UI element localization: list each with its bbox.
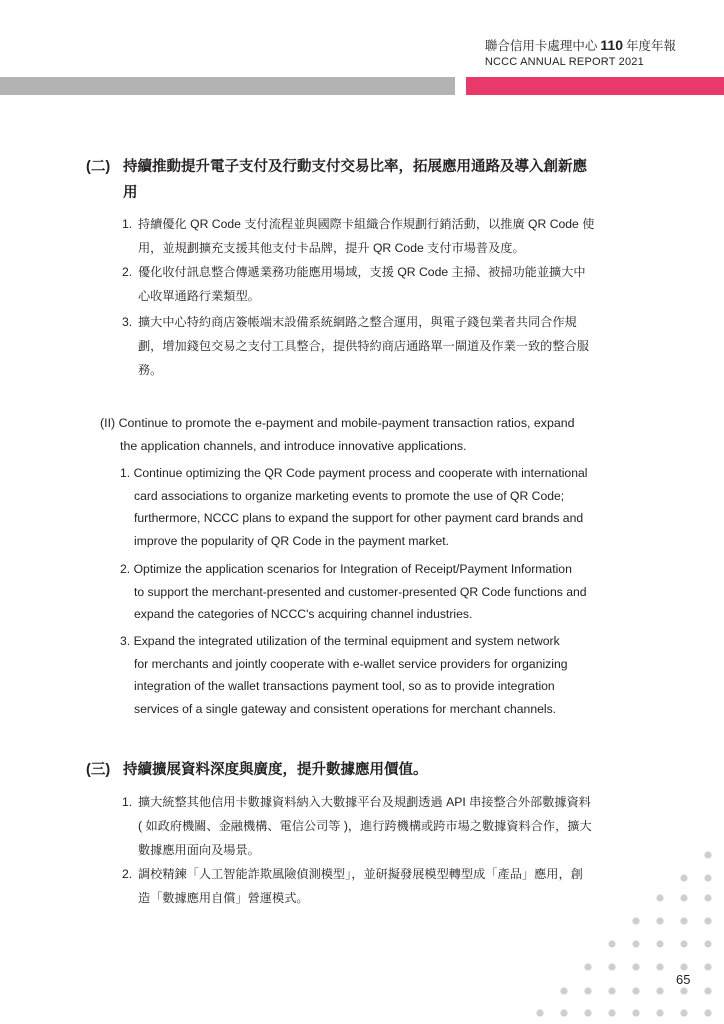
item-text: 造「數據應用自償」營運模式。 (138, 891, 309, 905)
decorative-dot (632, 963, 639, 970)
item-text: 數據應用面向及場景。 (138, 843, 260, 857)
item-text: expand the categories of NCCC's acquiring channel industries. (134, 607, 473, 621)
decorative-dot (656, 940, 663, 947)
decorative-dot (656, 963, 663, 970)
decorative-dot (632, 987, 639, 994)
section-2-en-title-line1: Continue to promote the e-payment and mobile-payment transaction ratios, expand (118, 416, 575, 430)
section-2-zh-item (122, 212, 640, 260)
section-2-en-label: (II) (100, 416, 116, 430)
item-text: to support the merchant-presented and customer-presented QR Code functions and (134, 584, 587, 599)
header-report-en: NCCC ANNUAL REPORT 2021 (484, 56, 644, 68)
decorative-dot (704, 874, 711, 881)
item-text: card associations to organize marketing events to promote the use of QR Code; (134, 488, 565, 503)
section-2-en-title (100, 412, 640, 457)
section-3-zh-title (86, 757, 642, 783)
item-text: Optimize the application scenarios for Integration of Receipt/Payment Information (133, 562, 572, 576)
item-number: 2. (122, 265, 133, 279)
decorative-dot (584, 963, 591, 970)
decorative-dot (608, 1009, 615, 1016)
decorative-dot (680, 917, 687, 924)
decorative-dot (584, 987, 591, 994)
item-text: ( 如政府機關、金融機構、電信公司等 )，進行跨機構或跨市場之數據資料合作，擴大 (138, 819, 592, 833)
running-header (485, 36, 676, 69)
item-number: 2. (122, 867, 133, 881)
item-text: integration of the wallet transactions payment tool, so as to provide integration (134, 679, 555, 693)
decorative-dot (608, 940, 615, 947)
decorative-dot (632, 940, 639, 947)
item-text: Expand the integrated utilization of the terminal equipment and system network (133, 634, 560, 648)
header-zh (485, 36, 676, 55)
section-2-en-item (120, 462, 640, 552)
decorative-dot (680, 940, 687, 947)
section-2-zh-item (122, 310, 640, 382)
section-3-zh-title-line1: 持續擴展資料深度與廣度，提升數據應用價值。 (123, 762, 428, 778)
decorative-dot (560, 1009, 567, 1016)
decorative-dot (656, 894, 663, 901)
item-text: services of a single gateway and consistent operations for merchant channels. (134, 701, 557, 716)
item-text: Continue optimizing the QR Code payment process and cooperate with international (133, 466, 588, 480)
decorative-dot (656, 1009, 663, 1016)
decorative-dot (608, 987, 615, 994)
decorative-dot (704, 963, 711, 970)
item-text: furthermore, NCCC plans to expand the support for other payment card brands and (134, 511, 584, 525)
decorative-dot (680, 894, 687, 901)
decorative-dot (704, 917, 711, 924)
section-2-zh-title-line2: 用 (123, 185, 138, 201)
decorative-dot (656, 917, 663, 924)
decorative-dot (680, 963, 687, 970)
section-2-en-title-line2: the application channels, and introduce innovative applications. (120, 438, 467, 453)
section-2-zh-title-line1: 持續推動提升電子支付及行動支付交易比率，拓展應用通路及導入創新應 (123, 159, 587, 175)
decorative-dot (680, 874, 687, 881)
section-2-en-item (120, 630, 640, 720)
item-text: 擴大中心特約商店簽帳端末設備系統網路之整合運用，與電子錢包業者共同合作規 (138, 315, 577, 329)
item-text: 劃，增加錢包交易之支付工具整合，提供特約商店通路單一閘道及作業一致的整合服 (138, 339, 589, 353)
item-number: 1. (120, 466, 131, 480)
item-text: 優化收付訊息整合傳遞業務功能應用場域，支援 QR Code 主掃、被掃功能並擴大中 (138, 265, 586, 279)
section-2-zh-label: (二) (86, 159, 111, 175)
decorative-dot (704, 940, 711, 947)
item-number: 2. (120, 562, 131, 576)
decorative-dot (680, 1009, 687, 1016)
header-pink-bar (466, 77, 724, 95)
item-number: 1. (122, 217, 133, 231)
item-text: 用，並規劃擴充支援其他支付卡品牌，提升 QR Code 支付市場普及度。 (138, 241, 525, 255)
item-text: improve the popularity of QR Code in the payment market. (134, 533, 449, 548)
decorative-dot (632, 1009, 639, 1016)
decorative-dot (608, 963, 615, 970)
decorative-dot (704, 987, 711, 994)
decorative-dot (632, 917, 639, 924)
item-text: 持續優化 QR Code 支付流程並與國際卡組織合作規劃行銷活動，以推廣 QR Code 使 (138, 217, 595, 231)
decorative-dot (656, 987, 663, 994)
section-2-en-item (120, 558, 640, 626)
page-number: 65 (676, 972, 691, 987)
item-text: 務。 (138, 363, 163, 377)
section-2-zh-item (122, 260, 640, 308)
header-org-zh: 聯合信用卡處理中心 (484, 39, 598, 53)
decorative-dot (584, 1009, 591, 1016)
item-number: 3. (122, 315, 133, 329)
header-report-zh: 年度年報 (625, 39, 676, 53)
decorative-dot (536, 1009, 543, 1016)
header-gray-bar (0, 77, 455, 95)
section-2-zh-title (86, 154, 642, 206)
item-text: 擴大統整其他信用卡數據資料納入大數據平台及規劃透過 API 串接整合外部數據資料 (138, 795, 591, 809)
decorative-dot (704, 851, 711, 858)
item-number: 1. (122, 795, 133, 809)
section-3-zh-item (122, 790, 640, 862)
decorative-dot (680, 987, 687, 994)
item-text: for merchants and jointly cooperate with e-wallet service providers for organizing (134, 656, 568, 671)
item-number: 3. (120, 634, 131, 648)
decorative-dot (704, 1009, 711, 1016)
item-text: 心收單通路行業類型。 (138, 289, 260, 303)
section-3-zh-label: (三) (86, 762, 111, 778)
decorative-dot (560, 987, 567, 994)
header-year: 110 (600, 37, 623, 53)
decorative-dot (704, 894, 711, 901)
item-text: 調校精鍊「人工智能詐欺風險偵測模型」，並研擬發展模型轉型成「產品」應用，創 (138, 867, 583, 881)
section-3-zh-item (122, 862, 640, 910)
